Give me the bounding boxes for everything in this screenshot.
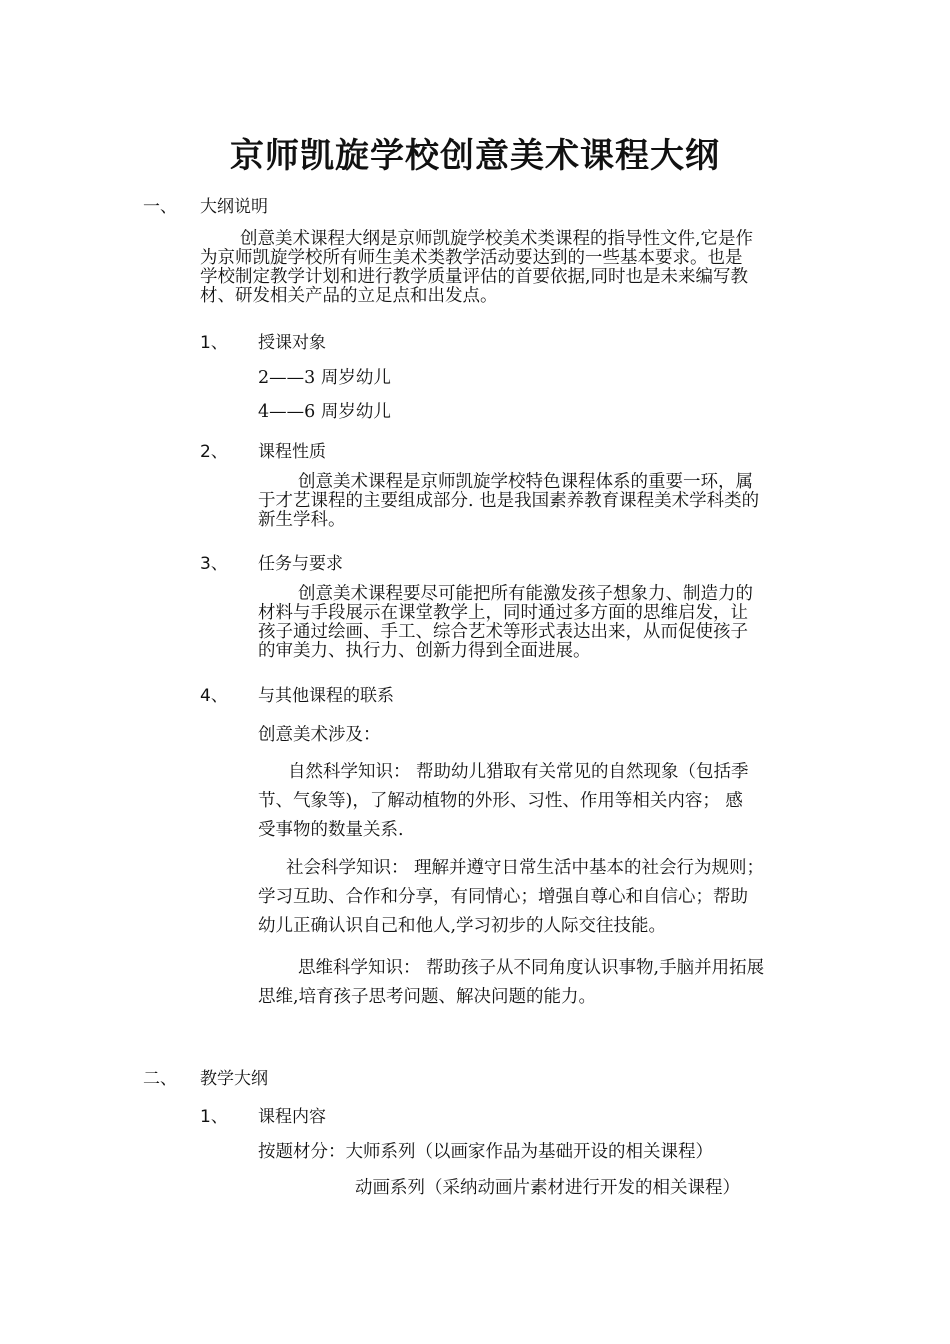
item-number: 2、 <box>200 442 228 462</box>
item-heading: 课程内容 <box>258 1107 326 1127</box>
item-heading: 授课对象 <box>258 333 326 353</box>
item-heading: 课程性质 <box>258 442 326 462</box>
text-line: 社会科学知识： 理解并遵守日常生活中基本的社会行为规则； <box>286 858 765 878</box>
intro-line: 学校制定教学计划和进行教学质量评估的首要依据,同时也是未来编写教 <box>200 267 749 287</box>
relations-lead: 创意美术涉及： <box>258 725 381 745</box>
intro-line: 为京师凯旋学校所有师生美术类教学活动要达到的一些基本要求。也是 <box>200 248 743 268</box>
text-line: 材料与手段展示在课堂教学上，同时通过多方面的思维启发，让 <box>258 603 748 623</box>
text-line: 自然科学知识： 帮助幼儿猎取有关常见的自然现象（包括季 <box>288 762 749 782</box>
item-heading: 任务与要求 <box>258 554 343 574</box>
nature-paragraph <box>258 473 818 530</box>
section-heading: 大纲说明 <box>200 197 268 217</box>
intro-line: 材、研发相关产品的立足点和出发点。 <box>200 286 498 306</box>
text-line: 于才艺课程的主要组成部分. 也是我国素养教育课程美术学科类的 <box>258 491 760 511</box>
content-line: 按题材分：大师系列（以画家作品为基础开设的相关课程） <box>258 1142 713 1162</box>
section-number: 二、 <box>143 1069 177 1089</box>
natural-science-paragraph <box>258 758 818 845</box>
text-line: 受事物的数量关系. <box>258 820 404 840</box>
tasks-paragraph <box>258 585 818 661</box>
thinking-science-paragraph <box>258 954 818 1012</box>
intro-line: 创意美术课程大纲是京师凯旋学校美术类课程的指导性文件,它是作 <box>240 229 754 249</box>
text-line: 创意美术课程要尽可能把所有能激发孩子想象力、制造力的 <box>298 584 753 604</box>
section-number: 一、 <box>143 197 177 217</box>
page-title: 京师凯旋学校创意美术课程大纲 <box>230 136 720 176</box>
item-number: 4、 <box>200 686 228 706</box>
item-heading: 与其他课程的联系 <box>258 686 394 706</box>
audience-line: 4——6 周岁幼儿 <box>258 402 391 422</box>
text-line: 幼儿正确认识自己和他人,学习初步的人际交往技能。 <box>258 916 667 936</box>
text-line: 思维,培育孩子思考问题、解决问题的能力。 <box>258 987 597 1007</box>
social-science-paragraph <box>258 854 818 941</box>
content-line: 动画系列（采纳动画片素材进行开发的相关课程） <box>355 1178 740 1198</box>
item-number: 1、 <box>200 333 228 353</box>
intro-paragraph <box>200 230 820 306</box>
section-heading: 教学大纲 <box>200 1069 268 1089</box>
text-line: 思维科学知识： 帮助孩子从不同角度认识事物,手脑并用拓展 <box>298 958 765 978</box>
text-line: 创意美术课程是京师凯旋学校特色课程体系的重要一环，属 <box>298 472 753 492</box>
text-line: 新生学科。 <box>258 510 346 530</box>
audience-line: 2——3 周岁幼儿 <box>258 368 391 388</box>
text-line: 的审美力、执行力、创新力得到全面进展。 <box>258 641 591 661</box>
text-line: 孩子通过绘画、手工、综合艺术等形式表达出来，从而促使孩子 <box>258 622 748 642</box>
item-number: 3、 <box>200 554 228 574</box>
text-line: 学习互助、合作和分享，有同情心；增强自尊心和自信心；帮助 <box>258 887 748 907</box>
text-line: 节、气象等)，了解动植物的外形、习性、作用等相关内容； 感 <box>258 791 743 811</box>
item-number: 1、 <box>200 1107 228 1127</box>
